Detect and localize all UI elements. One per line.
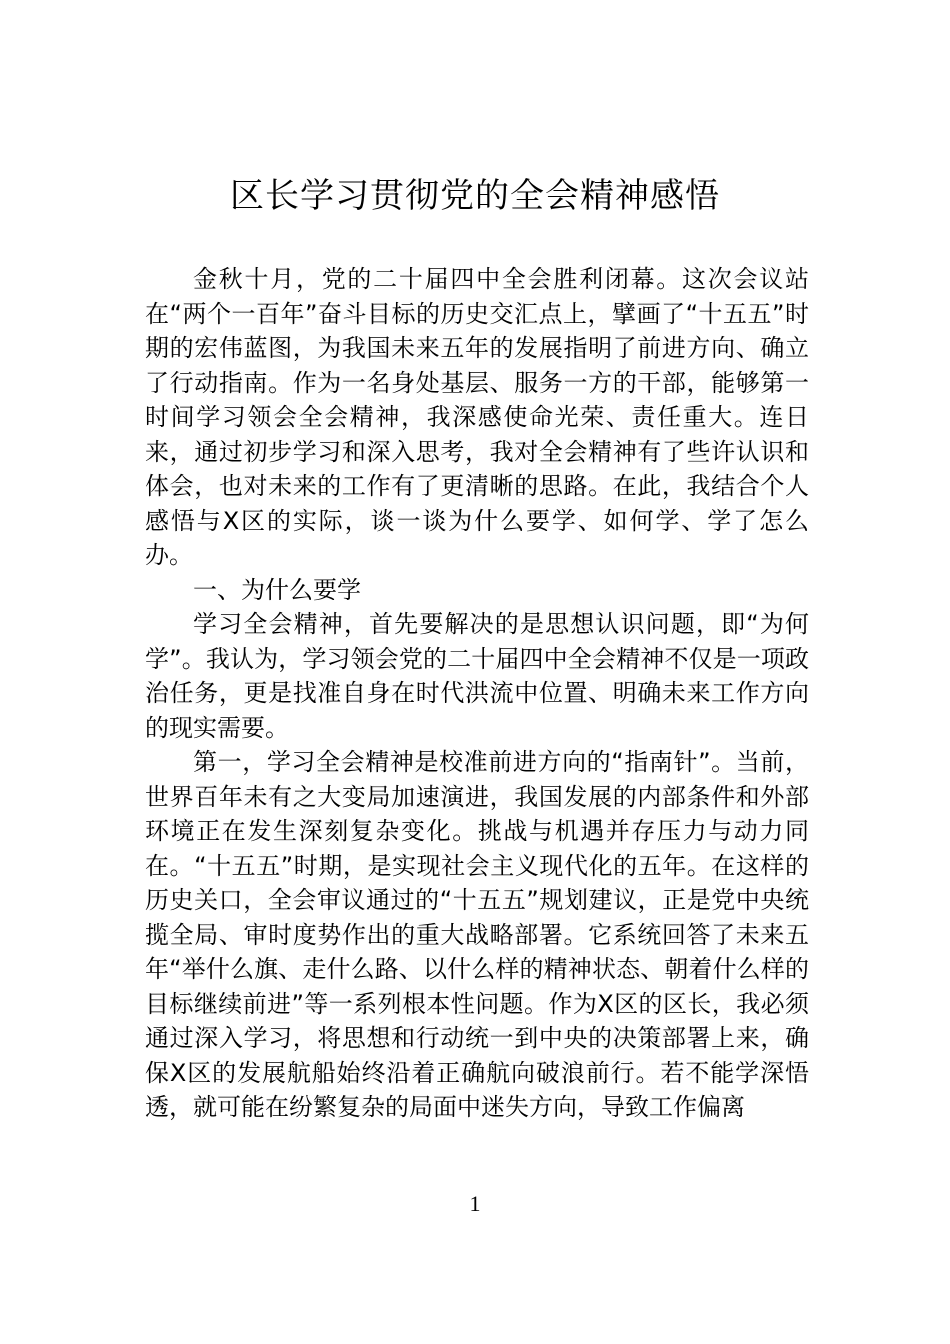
paragraph-why-study: 学习全会精神，首先要解决的是思想认识问题，即“为何学”。我认为，学习领会党的二十届四中全会精神不仅是一项政治任务，更是找准自身在时代洪流中位置、明确未来工作方向的现实需要。 (145, 610, 809, 742)
paragraph-intro: 金秋十月，党的二十届四中全会胜利闭幕。这次会议站在“两个一百年”奋斗目标的历史交汇点上，擘画了“十五五”时期的宏伟蓝图，为我国未来五年的发展指明了前进方向、确立了行动指南。作为一名身处基层、服务一方的干部，能够第一时间学习领会全会精神，我深感使命光荣、责任重大。连日来，通过初步学习和深入思考，我对全会精神有了些许认识和体会，也对未来的工作有了更清晰的思路。在此，我结合个人感悟与X区的实际，谈一谈为什么要学、如何学、学了怎么办。 (145, 265, 809, 569)
document-body (145, 262, 809, 1125)
section-heading-why-study: 一、为什么要学 (193, 575, 361, 604)
document-title: 区长学习贯彻党的全会精神感悟 (230, 176, 720, 216)
page-number: 1 (469, 1191, 481, 1216)
paragraph-first-point: 第一，学习全会精神是校准前进方向的“指南针”。当前，世界百年未有之大变局加速演进，我国发展的内部条件和外部环境正在发生深刻复杂变化。挑战与机遇并存压力与动力同在。“十五五”时期，是实现社会主义现代化的五年。在这样的历史关口，全会审议通过的“十五五”规划建议，正是党中央统揽全局、审时度势作出的重大战略部署。它系统回答了未来五年“举什么旗、走什么路、以什么样的精神状态、朝着什么样的目标继续前进”等一系列根本性问题。作为X区的区长，我必须通过深入学习，将思想和行动统一到中央的决策部署上来，确保X区的发展航船始终沿着正确航向破浪前行。若不能学深悟透，就可能在纷繁复杂的局面中迷失方向，导致工作偏离 (145, 748, 809, 1121)
